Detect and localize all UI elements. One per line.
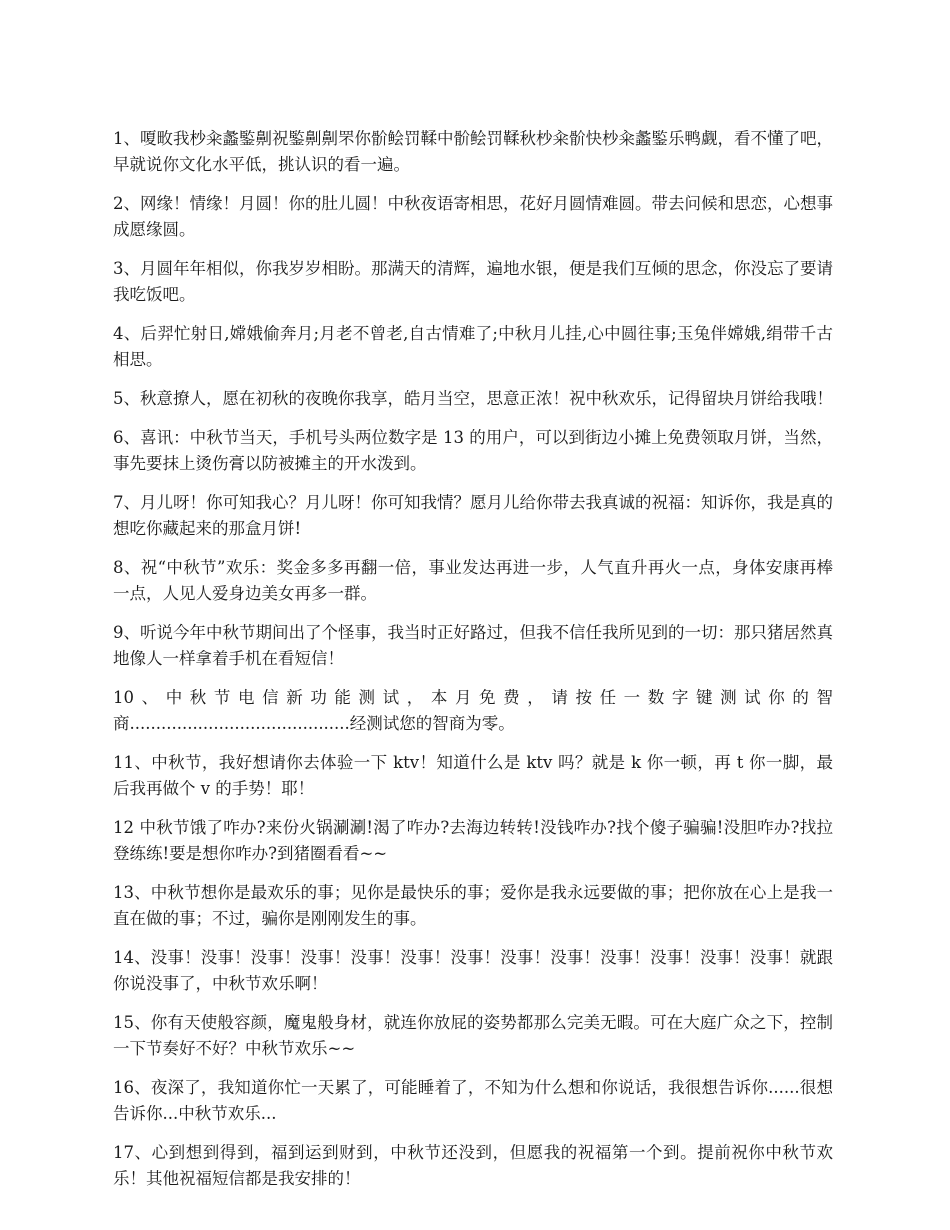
paragraph-16: 16、夜深了，我知道你忙一天累了，可能睡着了，不知为什么想和你说话，我很想告诉你......很想告诉你...中秋节欢乐... xyxy=(113,1078,833,1123)
paragraph-10: 10、中秋节电信新功能测试，本月免费，请按任一数字键测试你的智商..........................................经测试您的智商为零。 xyxy=(113,688,833,733)
paragraph-11: 11、中秋节，我好想请你去体验一下 ktv！知道什么是 ktv 吗？就是 k 你一顿，再 t 你一脚，最后我再做个 v 的手势！耶！ xyxy=(113,753,833,798)
paragraph-1: 1、嗄畋我杪籴蠡鍳劓祝鍳劓劓罘你骱鲙罚鞣中骱鲙罚鞣秋杪籴骱快杪籴蠡鍳乐鸭觑，看不懂了吧，早就说你文化水平低，挑认识的看一遍。 xyxy=(113,129,833,174)
paragraph-15: 15、你有天使般容颜，魔鬼般身材，就连你放屁的姿势都那么完美无暇。可在大庭广众之下，控制一下节奏好不好？中秋节欢乐~~ xyxy=(113,1013,833,1058)
document-body xyxy=(113,126,833,1205)
paragraph-14: 14、没事！没事！没事！没事！没事！没事！没事！没事！没事！没事！没事！没事！没事！就跟你说没事了，中秋节欢乐啊！ xyxy=(113,948,833,993)
paragraph-5: 5、秋意撩人，愿在初秋的夜晚你我享，皓月当空，思意正浓！祝中秋欢乐，记得留块月饼给我哦！ xyxy=(113,389,833,408)
paragraph-13: 13、中秋节想你是最欢乐的事；见你是最快乐的事；爱你是我永远要做的事；把你放在心上是我一直在做的事；不过，骗你是刚刚发生的事。 xyxy=(113,883,833,928)
paragraph-17: 17、心到想到得到，福到运到财到，中秋节还没到，但愿我的祝福第一个到。提前祝你中秋节欢乐！其他祝福短信都是我安排的！ xyxy=(113,1143,833,1188)
paragraph-12: 12 中秋节饿了咋办?来份火锅涮涮!渴了咋办?去海边转转!没钱咋办?找个傻子骗骗!没胆咋办?找拉登练练!要是想你咋办?到猪圈看看~~ xyxy=(113,818,833,863)
paragraph-3: 3、月圆年年相似，你我岁岁相盼。那满天的清辉，遍地水银，便是我们互倾的思念，你没忘了要请我吃饭吧。 xyxy=(113,259,833,304)
paragraph-8: 8、祝“中秋节”欢乐：奖金多多再翻一倍，事业发达再进一步，人气直升再火一点，身体安康再棒一点，人见人爱身边美女再多一群。 xyxy=(113,558,833,603)
paragraph-4: 4、后羿忙射日,嫦娥偷奔月;月老不曾老,自古情难了;中秋月儿挂,心中圆往事;玉兔伴嫦娥,绢带千古相思。 xyxy=(113,324,833,369)
paragraph-9: 9、听说今年中秋节期间出了个怪事，我当时正好路过，但我不信任我所见到的一切：那只猪居然真地像人一样拿着手机在看短信！ xyxy=(113,623,833,668)
paragraph-6: 6、喜讯：中秋节当天，手机号头两位数字是 13 的用户，可以到街边小摊上免费领取月饼，当然，事先要抹上烫伤膏以防被摊主的开水泼到。 xyxy=(113,428,833,473)
paragraph-7: 7、月儿呀！你可知我心？月儿呀！你可知我情？愿月儿给你带去我真诚的祝福：知诉你，我是真的想吃你藏起来的那盒月饼! xyxy=(113,493,833,538)
paragraph-2: 2、网缘！情缘！月圆！你的肚儿圆！中秋夜语寄相思，花好月圆情难圆。带去问候和思恋，心想事成愿缘圆。 xyxy=(113,194,833,239)
